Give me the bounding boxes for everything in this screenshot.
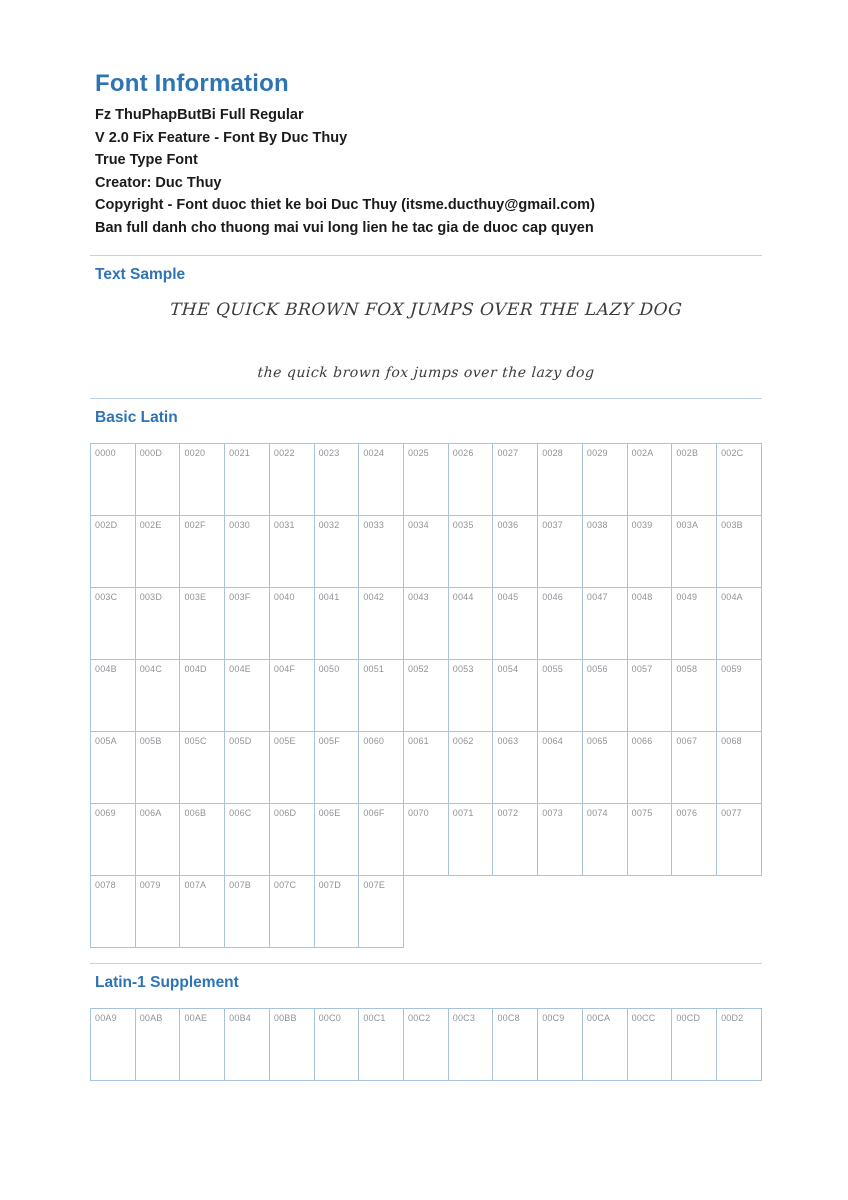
glyph-cell <box>179 443 225 516</box>
codepoint-label: 002C <box>721 448 744 458</box>
glyph-cell <box>582 803 628 876</box>
glyph-cell <box>448 731 494 804</box>
codepoint-label: 0042 <box>363 592 385 602</box>
glyph-cell <box>269 731 315 804</box>
glyph-cell <box>627 659 673 732</box>
codepoint-label: 004B <box>95 664 117 674</box>
glyph-cell <box>671 803 717 876</box>
glyph-cell <box>403 803 449 876</box>
codepoint-label: 0051 <box>363 664 385 674</box>
codepoint-label: 00C0 <box>318 1013 341 1023</box>
glyph-cell <box>179 803 225 876</box>
glyph-cell <box>135 659 181 732</box>
codepoint-label: 004D <box>184 664 207 674</box>
glyph-cell <box>90 443 136 516</box>
glyph-cell <box>492 443 538 516</box>
glyph-cell <box>90 587 136 660</box>
glyph-cell <box>90 1008 136 1081</box>
glyph-cell <box>582 587 628 660</box>
glyph-cell <box>358 731 404 804</box>
codepoint-label: 007E <box>363 880 386 890</box>
glyph-cell <box>269 803 315 876</box>
glyph-cell <box>358 587 404 660</box>
glyph-cell <box>269 587 315 660</box>
font-info-block <box>95 104 762 239</box>
codepoint-label: 0054 <box>497 664 519 674</box>
codepoint-label: 0049 <box>676 592 698 602</box>
codepoint-label: 003A <box>676 520 699 530</box>
codepoint-label: 0065 <box>586 736 608 746</box>
codepoint-label: 0052 <box>408 664 429 674</box>
glyph-cell <box>314 587 360 660</box>
codepoint-label: 004A <box>721 592 743 602</box>
codepoint-label: 005E <box>273 736 296 746</box>
codepoint-label: 0025 <box>408 448 429 458</box>
glyph-cell <box>403 515 449 588</box>
codepoint-label: 0034 <box>408 520 429 530</box>
codepoint-label: 0030 <box>229 520 250 530</box>
codepoint-label: 002E <box>139 520 162 530</box>
glyph-cell <box>492 731 538 804</box>
font-license-line: Ban full danh cho thuong mai vui long lien he tac gia de duoc cap quyen <box>95 219 594 236</box>
codepoint-label: 0024 <box>363 448 385 458</box>
codepoint-label: 00C1 <box>363 1013 386 1023</box>
latin1-supplement-glyph-grid <box>90 1008 762 1080</box>
codepoint-label: 0053 <box>452 664 474 674</box>
glyph-cell <box>179 875 225 948</box>
glyph-cell <box>179 1008 225 1081</box>
codepoint-label: 006D <box>273 808 297 818</box>
codepoint-label: 0021 <box>229 448 250 458</box>
glyph-cell <box>224 587 270 660</box>
codepoint-label: 006A <box>139 808 162 818</box>
codepoint-label: 00A9 <box>95 1013 117 1023</box>
codepoint-label: 0069 <box>95 808 116 818</box>
page-title: Font Information <box>95 70 289 97</box>
glyph-cell <box>448 515 494 588</box>
font-version-line: V 2.0 Fix Feature - Font By Duc Thuy <box>95 129 348 146</box>
codepoint-label: 0048 <box>631 592 653 602</box>
text-sample-heading: Text Sample <box>95 266 186 283</box>
glyph-cell <box>403 731 449 804</box>
glyph-cell <box>627 515 673 588</box>
codepoint-label: 0067 <box>676 736 698 746</box>
codepoint-label: 0060 <box>363 736 385 746</box>
glyph-cell <box>716 659 762 732</box>
glyph-cell <box>135 443 181 516</box>
glyph-cell <box>90 803 136 876</box>
codepoint-label: 00C3 <box>452 1013 476 1023</box>
codepoint-label: 0026 <box>452 448 474 458</box>
codepoint-label: 00BB <box>273 1013 297 1023</box>
codepoint-label: 0066 <box>631 736 653 746</box>
glyph-cell <box>90 515 136 588</box>
codepoint-label: 0037 <box>542 520 564 530</box>
glyph-cell <box>448 1008 494 1081</box>
glyph-cell <box>358 515 404 588</box>
codepoint-label: 006E <box>318 808 341 818</box>
codepoint-label: 00C2 <box>408 1013 431 1023</box>
text-sample-section <box>90 255 762 382</box>
codepoint-label: 002D <box>95 520 118 530</box>
latin1-supplement-heading: Latin-1 Supplement <box>95 974 239 991</box>
glyph-cell <box>448 587 494 660</box>
glyph-cell <box>537 1008 583 1081</box>
glyph-cell <box>358 875 404 948</box>
glyph-cell <box>716 731 762 804</box>
glyph-cell <box>224 803 270 876</box>
codepoint-label: 0039 <box>631 520 653 530</box>
codepoint-label: 004C <box>139 664 163 674</box>
codepoint-label: 003B <box>721 520 743 530</box>
codepoint-label: 0040 <box>273 592 295 602</box>
codepoint-label: 007A <box>184 880 207 890</box>
codepoint-label: 0046 <box>542 592 564 602</box>
glyph-cell <box>627 803 673 876</box>
glyph-cell <box>269 1008 315 1081</box>
glyph-cell <box>179 731 225 804</box>
glyph-cell <box>90 659 136 732</box>
codepoint-label: 0056 <box>586 664 608 674</box>
basic-latin-heading: Basic Latin <box>95 409 178 426</box>
codepoint-label: 0075 <box>631 808 653 818</box>
codepoint-label: 00CC <box>631 1013 656 1023</box>
font-type-line: True Type Font <box>95 152 198 168</box>
glyph-cell <box>582 443 628 516</box>
glyph-cell <box>269 875 315 948</box>
glyph-cell <box>314 803 360 876</box>
codepoint-label: 004F <box>273 664 296 674</box>
glyph-cell <box>492 803 538 876</box>
codepoint-label: 006C <box>229 808 252 818</box>
codepoint-label: 00AE <box>184 1013 208 1023</box>
glyph-cell <box>179 515 225 588</box>
glyph-cell <box>671 1008 717 1081</box>
glyph-cell <box>224 875 270 948</box>
codepoint-label: 0020 <box>184 448 206 458</box>
glyph-cell <box>582 731 628 804</box>
glyph-cell <box>403 1008 449 1081</box>
codepoint-label: 0028 <box>542 448 564 458</box>
codepoint-label: 0031 <box>273 520 295 530</box>
codepoint-label: 0045 <box>497 592 519 602</box>
codepoint-label: 0068 <box>721 736 742 746</box>
codepoint-label: 007B <box>229 880 251 890</box>
codepoint-label: 0077 <box>721 808 742 818</box>
glyph-cell <box>224 1008 270 1081</box>
glyph-cell <box>314 659 360 732</box>
codepoint-label: 002F <box>184 520 206 530</box>
glyph-cell <box>716 1008 762 1081</box>
codepoint-label: 0076 <box>676 808 698 818</box>
codepoint-label: 00C8 <box>497 1013 520 1023</box>
font-creator-line: Creator: Duc Thuy <box>95 174 222 191</box>
codepoint-label: 003D <box>139 592 163 602</box>
basic-latin-section <box>90 398 762 947</box>
glyph-cell <box>627 587 673 660</box>
codepoint-label: 0064 <box>542 736 564 746</box>
glyph-cell <box>537 659 583 732</box>
codepoint-label: 0050 <box>318 664 340 674</box>
glyph-cell <box>90 731 136 804</box>
codepoint-label: 005C <box>184 736 207 746</box>
glyph-cell <box>671 515 717 588</box>
glyph-cell <box>358 659 404 732</box>
codepoint-label: 0074 <box>586 808 608 818</box>
basic-latin-glyph-grid <box>90 443 762 947</box>
glyph-cell <box>537 515 583 588</box>
glyph-cell <box>537 587 583 660</box>
glyph-cell <box>358 803 404 876</box>
codepoint-label: 00CA <box>586 1013 611 1023</box>
codepoint-label: 0047 <box>586 592 608 602</box>
glyph-cell <box>269 443 315 516</box>
glyph-cell <box>135 731 181 804</box>
glyph-cell <box>537 803 583 876</box>
codepoint-label: 0055 <box>542 664 564 674</box>
codepoint-label: 0058 <box>676 664 698 674</box>
codepoint-label: 00C9 <box>542 1013 565 1023</box>
glyph-cell <box>135 1008 181 1081</box>
glyph-cell <box>492 587 538 660</box>
glyph-cell <box>314 1008 360 1081</box>
glyph-cell <box>314 875 360 948</box>
codepoint-label: 0000 <box>95 448 116 458</box>
codepoint-label: 004E <box>229 664 251 674</box>
glyph-cell <box>135 515 181 588</box>
font-name-line: Fz ThuPhapButBi Full Regular <box>95 107 304 123</box>
codepoint-label: 0071 <box>452 808 474 818</box>
glyph-cell <box>179 587 225 660</box>
codepoint-label: 000D <box>139 448 163 458</box>
glyph-cell <box>135 803 181 876</box>
codepoint-label: 006F <box>363 808 385 818</box>
codepoint-label: 0079 <box>139 880 161 890</box>
glyph-cell <box>627 1008 673 1081</box>
codepoint-label: 0027 <box>497 448 519 458</box>
codepoint-label: 0070 <box>408 808 429 818</box>
glyph-cell <box>403 659 449 732</box>
glyph-cell <box>314 731 360 804</box>
glyph-cell <box>671 587 717 660</box>
glyph-cell <box>716 443 762 516</box>
glyph-cell <box>716 587 762 660</box>
codepoint-label: 005B <box>139 736 162 746</box>
codepoint-label: 0072 <box>497 808 519 818</box>
glyph-cell <box>627 731 673 804</box>
codepoint-label: 003F <box>229 592 251 602</box>
glyph-cell <box>537 443 583 516</box>
codepoint-label: 0041 <box>318 592 340 602</box>
codepoint-label: 005F <box>318 736 340 746</box>
glyph-cell <box>582 659 628 732</box>
glyph-cell <box>492 515 538 588</box>
codepoint-label: 005D <box>229 736 252 746</box>
codepoint-label: 0059 <box>721 664 742 674</box>
glyph-cell <box>224 731 270 804</box>
glyph-cell <box>537 731 583 804</box>
glyph-cell <box>716 803 762 876</box>
codepoint-label: 0032 <box>318 520 340 530</box>
glyph-cell <box>90 875 136 948</box>
glyph-cell <box>135 875 181 948</box>
codepoint-label: 0035 <box>452 520 474 530</box>
glyph-cell <box>224 515 270 588</box>
glyph-cell <box>582 1008 628 1081</box>
glyph-cell <box>269 515 315 588</box>
codepoint-label: 0036 <box>497 520 519 530</box>
codepoint-label: 00CD <box>676 1013 701 1023</box>
codepoint-label: 006B <box>184 808 207 818</box>
glyph-cell <box>358 1008 404 1081</box>
glyph-cell <box>492 659 538 732</box>
glyph-cell <box>314 515 360 588</box>
page-content <box>90 0 762 1080</box>
codepoint-label: 0023 <box>318 448 340 458</box>
codepoint-label: 002B <box>676 448 699 458</box>
text-samples <box>90 300 762 382</box>
codepoint-label: 00AB <box>139 1013 163 1023</box>
glyph-cell <box>448 803 494 876</box>
codepoint-label: 0061 <box>408 736 429 746</box>
codepoint-label: 00B4 <box>229 1013 251 1023</box>
codepoint-label: 0022 <box>273 448 295 458</box>
codepoint-label: 0063 <box>497 736 519 746</box>
glyph-cell <box>224 659 270 732</box>
glyph-cell <box>269 659 315 732</box>
codepoint-label: 003E <box>184 592 207 602</box>
codepoint-label: 0057 <box>631 664 653 674</box>
glyph-cell <box>403 443 449 516</box>
glyph-cell <box>403 587 449 660</box>
sample-text-lowercase: the quick brown fox jumps over the lazy dog <box>256 365 595 381</box>
codepoint-label: 0044 <box>452 592 474 602</box>
codepoint-label: 0073 <box>542 808 564 818</box>
codepoint-label: 0038 <box>586 520 608 530</box>
codepoint-label: 005A <box>95 736 117 746</box>
glyph-cell <box>716 515 762 588</box>
glyph-cell <box>448 443 494 516</box>
codepoint-label: 00D2 <box>721 1013 744 1023</box>
codepoint-label: 0029 <box>586 448 608 458</box>
latin1-supplement-section <box>90 963 762 1080</box>
codepoint-label: 0043 <box>408 592 429 602</box>
glyph-cell <box>627 443 673 516</box>
glyph-cell <box>135 587 181 660</box>
glyph-cell <box>314 443 360 516</box>
glyph-cell <box>179 659 225 732</box>
glyph-cell <box>671 659 717 732</box>
codepoint-label: 007D <box>318 880 341 890</box>
codepoint-label: 0033 <box>363 520 385 530</box>
glyph-cell <box>671 443 717 516</box>
glyph-cell <box>671 731 717 804</box>
glyph-cell <box>358 443 404 516</box>
glyph-cell <box>448 659 494 732</box>
glyph-cell <box>224 443 270 516</box>
font-copyright-line: Copyright - Font duoc thiet ke boi Duc Thuy (itsme.ducthuy@gmail.com) <box>95 197 595 213</box>
sample-text-uppercase: THE QUICK BROWN FOX JUMPS OVER THE LAZY DOG <box>169 300 683 320</box>
glyph-cell <box>582 515 628 588</box>
codepoint-label: 003C <box>95 592 118 602</box>
codepoint-label: 0062 <box>452 736 474 746</box>
codepoint-label: 007C <box>273 880 297 890</box>
codepoint-label: 0078 <box>95 880 116 890</box>
glyph-cell <box>492 1008 538 1081</box>
codepoint-label: 002A <box>631 448 654 458</box>
